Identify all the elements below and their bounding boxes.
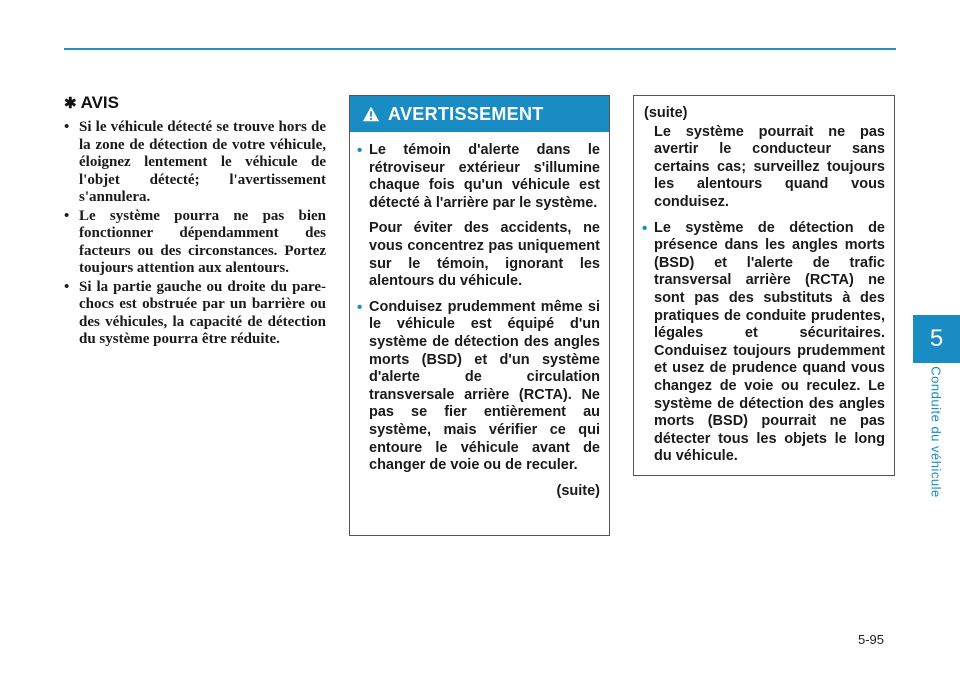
avis-list	[64, 119, 326, 349]
list-item: • Le système pourra ne pas bien fonctionner dépendamment des facteurs ou des circonstances. Portez toujours attention aux alentours.	[64, 208, 326, 278]
avis-heading	[64, 93, 326, 113]
warning-bullet-1: • Le témoin d'alerte dans le rétroviseur extérieur s'illumine chaque fois qu'un véhicule est détecté à l'arrière par le système.	[369, 142, 600, 212]
warning-triangle-icon	[362, 105, 380, 123]
continuation-para: Le système pourrait ne pas avertir le conducteur sans certains cas; surveillez toujours les alentours quand vous conduisez.	[654, 123, 885, 210]
chapter-title: Conduite du véhicule	[928, 366, 944, 498]
list-item: • Si la partie gauche ou droite du pare-chocs est obstruée par un barrière ou des véhicules, la capacité de détection du système pourra être réduite.	[64, 279, 326, 349]
warning-box	[349, 95, 610, 536]
warning-title: AVERTISSEMENT	[388, 103, 544, 124]
warning-body	[350, 132, 609, 500]
header-rule	[64, 48, 896, 50]
warning-bullet-1-cont: Pour éviter des accidents, ne vous concentrez pas uniquement sur le témoin, ignorant les alentours du véhicule.	[369, 220, 600, 290]
continuation-box	[633, 95, 895, 476]
list-item: • Si le véhicule détecté se trouve hors de la zone de détection de votre véhicule, éloignez lentement le véhicule de l'objet détecté; l'avertissement s'annulera.	[64, 119, 326, 207]
warning-header	[350, 96, 609, 132]
chapter-number: 5	[929, 325, 944, 352]
continuation-bullet: • Le système de détection de présence dans les angles morts (BSD) et l'alerte de trafic transversal arrière (RCTA) ne sont pas des substituts à des pratiques de conduite prudentes, légales et sécuritaires. Conduisez toujours prudemment et usez de prudence quand vous changez de voie ou reculez. Le système de détection des angles morts (BSD) pourrait ne pas détecter tous les objets le long du véhicule.	[654, 220, 885, 466]
avis-section	[64, 93, 326, 350]
avis-title: AVIS	[80, 93, 119, 112]
chapter-tab	[913, 315, 960, 363]
warning-suite: (suite)	[556, 482, 600, 499]
page-number: 5-95	[858, 632, 885, 647]
warning-bullet-2: • Conduisez prudemment même si le véhicule est équipé d'un système de détection des angles morts (BSD) et d'un système d'alerte de circulation transversale arrière (RCTA). Ne pas se fier entièrement au système, mais vérifier ce qui entoure le véhicule avant de changer de voie ou de reculer.	[369, 299, 600, 475]
continuation-suite: (suite)	[644, 105, 688, 121]
asterisk-icon: ✱	[64, 95, 77, 112]
